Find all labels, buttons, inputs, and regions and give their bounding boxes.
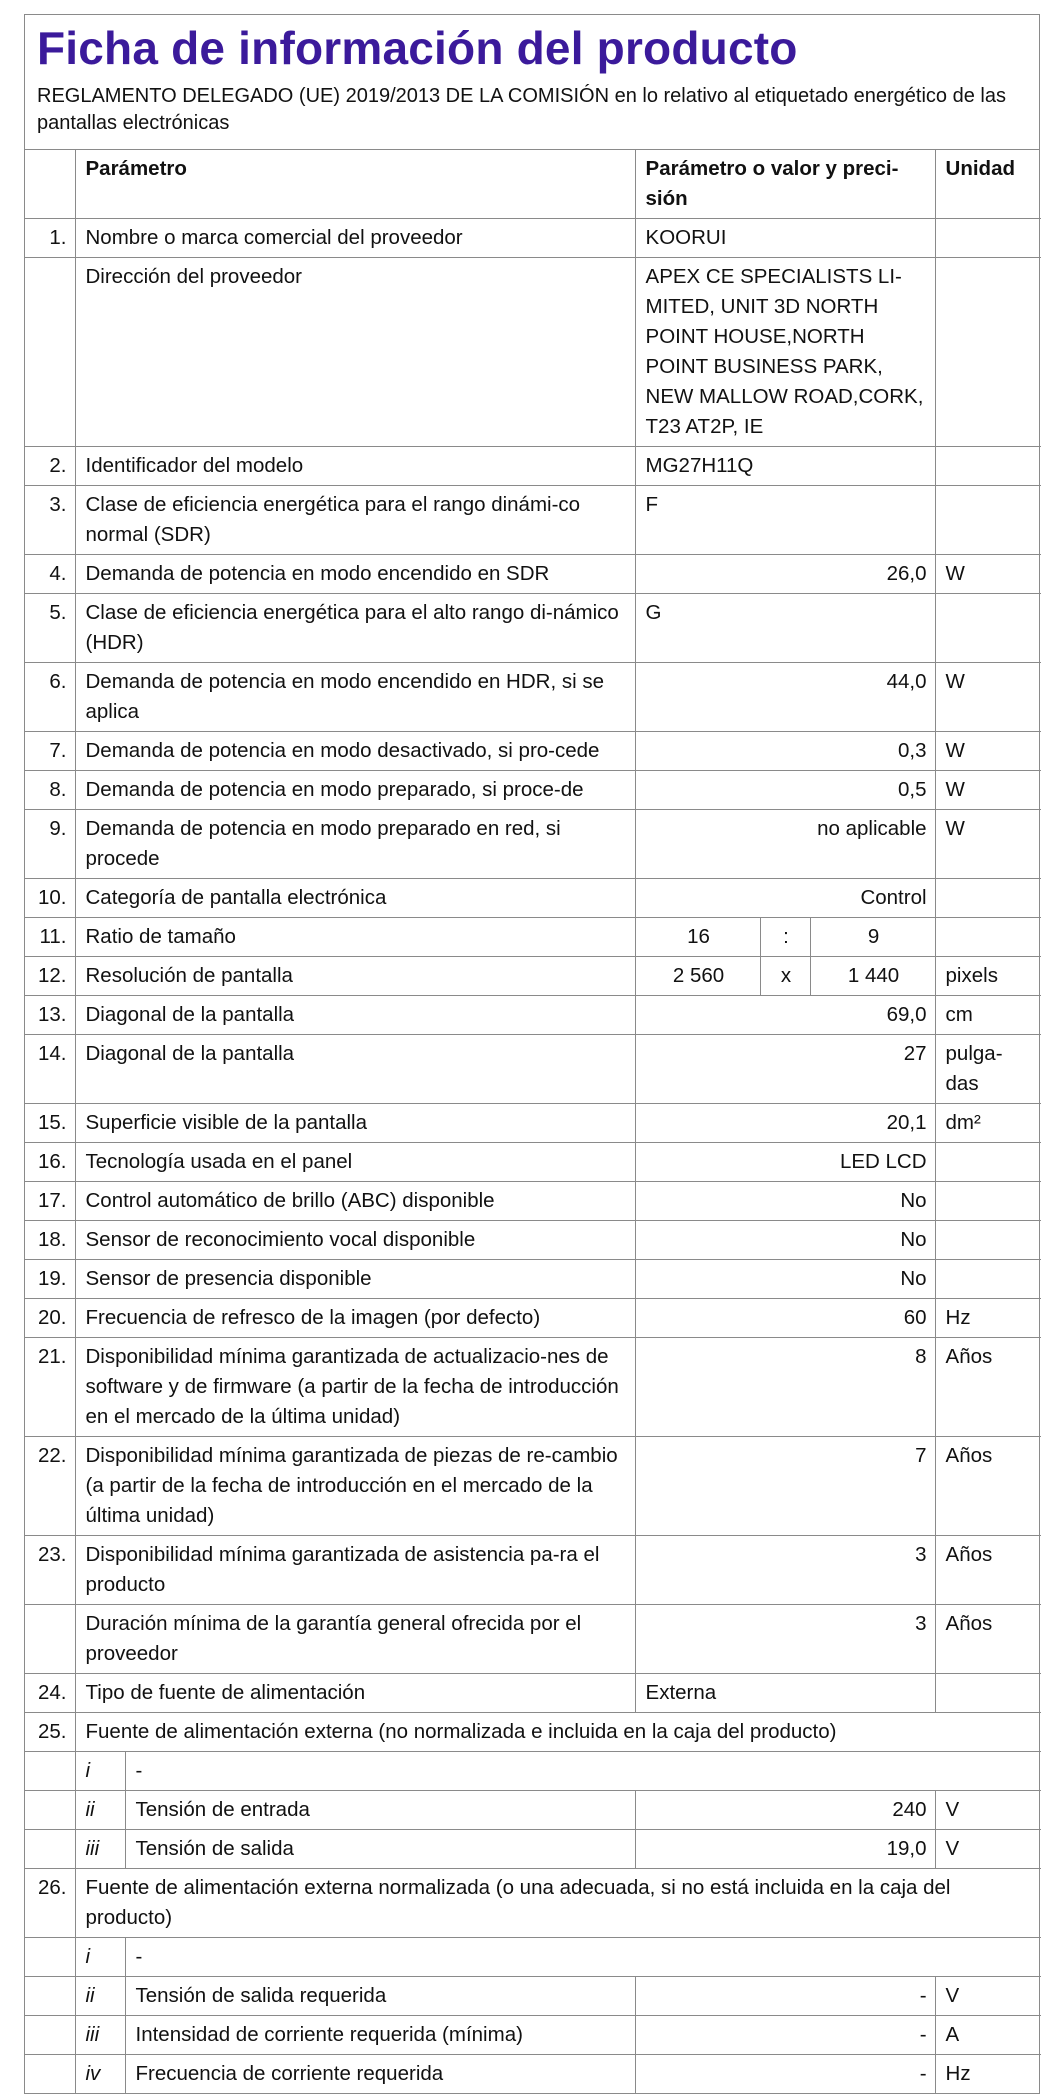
row-unit: W [935,663,1041,732]
table-row [25,258,1041,447]
table-row [25,447,1041,486]
row-number: 23. [25,1536,75,1605]
sheet-header [25,15,1039,150]
table-row [25,1221,1041,1260]
row-value: 7 [635,1437,935,1536]
table-row [25,663,1041,732]
row-unit: W [935,771,1041,810]
table-row [25,879,1041,918]
row-value: APEX CE SPECIALISTS LI-MITED, UNIT 3D NORTH POINT HOUSE,NORTH POINT BUSINESS PARK, NEW MALLOW ROAD,CORK, T23 AT2P, IE [635,258,935,447]
row-unit [935,258,1041,447]
sub-index: ii [75,1791,125,1830]
row-number: 15. [25,1104,75,1143]
row-parameter: Demanda de potencia en modo preparado, si proce-de [75,771,635,810]
row-value: No [635,1221,935,1260]
row-value: Control [635,879,935,918]
row-number: 16. [25,1143,75,1182]
section-row [25,1713,1041,1752]
row-number: 1. [25,219,75,258]
row-number: 13. [25,996,75,1035]
section-title: Fuente de alimentación externa normalizada (o una adecuada, si no está incluida en la caja del producto) [75,1869,1041,1938]
row-number: 5. [25,594,75,663]
row-parameter: Demanda de potencia en modo desactivado, si pro-cede [75,732,635,771]
empty-cell [25,2055,75,2094]
row-value: 0,3 [635,732,935,771]
sub-row [25,1830,1041,1869]
row-number: 20. [25,1299,75,1338]
row-unit [935,219,1041,258]
row-parameter: Demanda de potencia en modo encendido en SDR [75,555,635,594]
sub-unit: V [935,1791,1041,1830]
row-value: 44,0 [635,663,935,732]
header-unidad: Unidad [935,150,1041,219]
row-value: 3 [635,1536,935,1605]
table-row [25,1143,1041,1182]
row-unit [935,1674,1041,1713]
row-unit: pixels [935,957,1041,996]
table-header-row [25,150,1041,219]
row-parameter: Sensor de presencia disponible [75,1260,635,1299]
row-parameter: Demanda de potencia en modo preparado en red, si procede [75,810,635,879]
row-unit [935,1143,1041,1182]
resolution-height-value: 1 440 [810,957,935,996]
row-value: 27 [635,1035,935,1104]
header-valor: Parámetro o valor y preci-sión [635,150,935,219]
row-number: 3. [25,486,75,555]
row-parameter: Nombre o marca comercial del proveedor [75,219,635,258]
row-number: 11. [25,918,75,957]
table-row [25,918,1041,957]
row-parameter: Diagonal de la pantalla [75,1035,635,1104]
row-value: 3 [635,1605,935,1674]
row-parameter: Frecuencia de refresco de la imagen (por defecto) [75,1299,635,1338]
row-value: No [635,1260,935,1299]
table-row [25,219,1041,258]
row-unit: dm² [935,1104,1041,1143]
sub-unit: V [935,1830,1041,1869]
row-number [25,258,75,447]
row-value: MG27H11Q [635,447,935,486]
row-number: 4. [25,555,75,594]
sub-row [25,1791,1041,1830]
sub-parameter: Tensión de salida [125,1830,635,1869]
empty-cell [25,2016,75,2055]
sub-parameter: Tensión de entrada [125,1791,635,1830]
row-value: 69,0 [635,996,935,1035]
row-number: 6. [25,663,75,732]
row-value: LED LCD [635,1143,935,1182]
row-parameter: Control automático de brillo (ABC) disponible [75,1182,635,1221]
sub-row [25,1938,1041,1977]
row-parameter: Dirección del proveedor [75,258,635,447]
row-number: 25. [25,1713,75,1752]
table-row [25,486,1041,555]
row-unit: Años [935,1536,1041,1605]
table-row [25,996,1041,1035]
row-value: No [635,1182,935,1221]
row-parameter: Disponibilidad mínima garantizada de asistencia pa-ra el producto [75,1536,635,1605]
table-row [25,594,1041,663]
sub-index: i [75,1752,125,1791]
row-unit: Años [935,1437,1041,1536]
row-value: no aplicable [635,810,935,879]
row-unit: cm [935,996,1041,1035]
row-unit [935,447,1041,486]
table-row [25,810,1041,879]
row-unit: W [935,810,1041,879]
table-row [25,555,1041,594]
empty-cell [25,1830,75,1869]
table-row [25,1260,1041,1299]
row-unit [935,1182,1041,1221]
table-row [25,1536,1041,1605]
sub-index: iii [75,1830,125,1869]
row-number: 2. [25,447,75,486]
sub-row [25,1752,1041,1791]
row-parameter: Categoría de pantalla electrónica [75,879,635,918]
row-unit [935,1260,1041,1299]
row-number: 26. [25,1869,75,1938]
table-row [25,1299,1041,1338]
row-number: 14. [25,1035,75,1104]
section-row [25,1869,1041,1938]
sub-unit: Hz [935,2055,1041,2094]
row-value: G [635,594,935,663]
sub-unit: V [935,1977,1041,2016]
table-row [25,1674,1041,1713]
row-number: 10. [25,879,75,918]
row-unit [935,486,1041,555]
sub-parameter: Intensidad de corriente requerida (mínima) [125,2016,635,2055]
table-row [25,771,1041,810]
row-unit: pulga-das [935,1035,1041,1104]
row-value: 26,0 [635,555,935,594]
sub-parameter: Frecuencia de corriente requerida [125,2055,635,2094]
sub-value: - [635,2016,935,2055]
sub-unit: A [935,2016,1041,2055]
row-parameter: Ratio de tamaño [75,918,635,957]
section-title: Fuente de alimentación externa (no normalizada e incluida en la caja del producto) [75,1713,1041,1752]
empty-cell [25,1752,75,1791]
ratio-width-value: 16 [635,918,760,957]
row-parameter: Superficie visible de la pantalla [75,1104,635,1143]
row-value: 20,1 [635,1104,935,1143]
page-title: Ficha de información del producto [37,22,798,74]
table-row [25,957,1041,996]
row-parameter: Duración mínima de la garantía general ofrecida por el proveedor [75,1605,635,1674]
table-row [25,1035,1041,1104]
resolution-width-value: 2 560 [635,957,760,996]
parameter-table [25,150,1041,2093]
sub-index: iii [75,2016,125,2055]
row-value: 8 [635,1338,935,1437]
row-unit: Hz [935,1299,1041,1338]
row-number: 18. [25,1221,75,1260]
header-number-cell [25,150,75,219]
row-number: 7. [25,732,75,771]
row-value: 60 [635,1299,935,1338]
row-number: 22. [25,1437,75,1536]
row-parameter: Tecnología usada en el panel [75,1143,635,1182]
row-value: KOORUI [635,219,935,258]
header-parametro: Parámetro [75,150,635,219]
empty-cell [25,1938,75,1977]
row-parameter: Disponibilidad mínima garantizada de piezas de re-cambio (a partir de la fecha de introducción en el mercado de la última unidad) [75,1437,635,1536]
row-parameter: Clase de eficiencia energética para el alto rango di-námico (HDR) [75,594,635,663]
row-number: 12. [25,957,75,996]
table-row [25,1104,1041,1143]
resolution-separator: x [760,957,810,996]
sub-row [25,1977,1041,2016]
row-number: 24. [25,1674,75,1713]
empty-cell [25,1977,75,2016]
sub-value: - [635,2055,935,2094]
row-unit [935,1221,1041,1260]
sub-index: iv [75,2055,125,2094]
table-row [25,1338,1041,1437]
ratio-height-value: 9 [810,918,935,957]
ratio-separator: : [760,918,810,957]
row-value: 0,5 [635,771,935,810]
row-parameter: Tipo de fuente de alimentación [75,1674,635,1713]
row-parameter: Diagonal de la pantalla [75,996,635,1035]
sub-parameter: Tensión de salida requerida [125,1977,635,2016]
row-unit [935,879,1041,918]
sub-parameter: - [125,1752,1041,1791]
row-unit [935,918,1041,957]
sub-value: - [635,1977,935,2016]
row-unit: W [935,555,1041,594]
row-parameter: Sensor de reconocimiento vocal disponible [75,1221,635,1260]
row-value: F [635,486,935,555]
row-unit: W [935,732,1041,771]
empty-cell [25,1791,75,1830]
sub-row [25,2055,1041,2094]
sub-value: 19,0 [635,1830,935,1869]
sub-index: ii [75,1977,125,2016]
row-parameter: Disponibilidad mínima garantizada de actualizacio-nes de software y de firmware (a partir de la fecha de introducción en el mercado de la última unidad) [75,1338,635,1437]
row-number: 19. [25,1260,75,1299]
row-unit: Años [935,1338,1041,1437]
table-row [25,1437,1041,1536]
row-parameter: Clase de eficiencia energética para el rango dinámi-co normal (SDR) [75,486,635,555]
row-value: Externa [635,1674,935,1713]
table-row [25,1182,1041,1221]
row-unit [935,594,1041,663]
sub-value: 240 [635,1791,935,1830]
row-unit: Años [935,1605,1041,1674]
row-parameter: Demanda de potencia en modo encendido en HDR, si se aplica [75,663,635,732]
row-number: 17. [25,1182,75,1221]
table-row [25,732,1041,771]
row-number: 21. [25,1338,75,1437]
row-parameter: Identificador del modelo [75,447,635,486]
row-number: 8. [25,771,75,810]
product-information-sheet [24,14,1040,2094]
regulation-subtitle: REGLAMENTO DELEGADO (UE) 2019/2013 DE LA COMISIÓN en lo relativo al etiquetado energético de las pantallas electrónicas [37,85,1006,134]
sub-parameter: - [125,1938,1041,1977]
row-parameter: Resolución de pantalla [75,957,635,996]
sub-row [25,2016,1041,2055]
sub-index: i [75,1938,125,1977]
row-number [25,1605,75,1674]
row-number: 9. [25,810,75,879]
table-row [25,1605,1041,1674]
